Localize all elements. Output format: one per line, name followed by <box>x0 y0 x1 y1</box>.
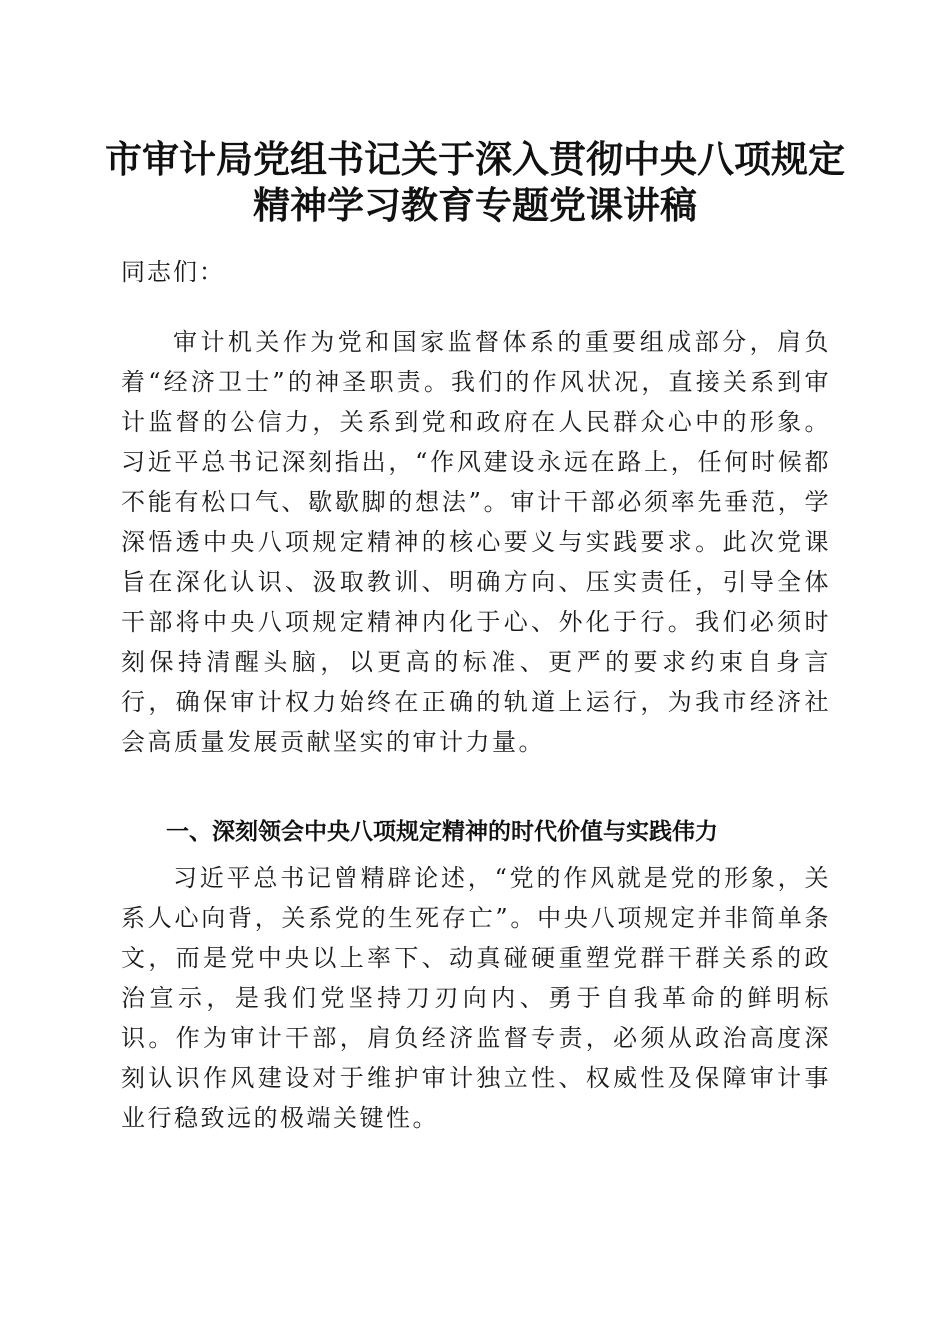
document-title-line-1: 市审计局党组书记关于深入贯彻中央八项规定 <box>105 137 845 181</box>
salutation: 同志们： <box>121 258 225 286</box>
section-1-paragraph: 习近平总书记曾精辟论述，“党的作风就是党的形象，关系人心向背，关系党的生死存亡”。中央八项规定并非简单条文，而是党中央以上率下、动真碰硬重塑党群干群关系的政治宣示，是我们党坚持刀刃向内、勇于自我革命的鲜明标识。作为审计干部，肩负经济监督专责，必须从政治高度深刻认识作风建设对于维护审计独立性、权威性及保障审计事业行稳致远的极端关键性。 <box>121 864 831 1132</box>
document-title-line-2: 精神学习教育专题党课讲稿 <box>253 183 697 227</box>
section-heading-1: 一、深刻领会中央八项规定精神的时代价值与实践伟力 <box>166 819 718 845</box>
intro-paragraph: 审计机关作为党和国家监督体系的重要组成部分，肩负着“经济卫士”的神圣职责。我们的作风状况，直接关系到审计监督的公信力，关系到党和政府在人民群众心中的形象。习近平总书记深刻指出，“作风建设永远在路上，任何时候都不能有松口气、歇歇脚的想法”。审计干部必须率先垂范，学深悟透中央八项规定精神的核心要义与实践要求。此次党课旨在深化认识、汲取教训、明确方向、压实责任，引导全体干部将中央八项规定精神内化于心、外化于行。我们必须时刻保持清醒头脑，以更高的标准、更严的要求约束自身言行，确保审计权力始终在正确的轨道上运行，为我市经济社会高质量发展贡献坚实的审计力量。 <box>121 328 831 756</box>
